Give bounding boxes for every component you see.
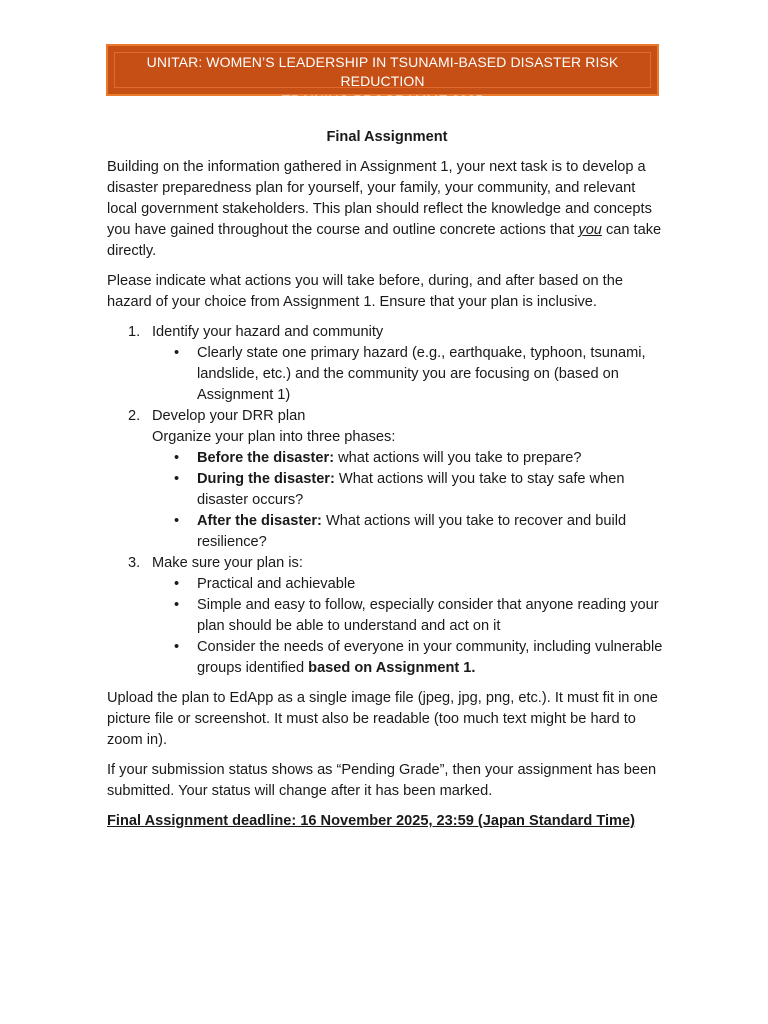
step-bullets — [152, 343, 667, 406]
step-bullets — [152, 448, 667, 553]
upload-paragraph: Upload the plan to EdApp as a single image file (jpeg, jpg, png, etc.). It must fit in one picture file or screenshot. It must also be readable (too much text might be hard to zoom in). — [107, 690, 658, 748]
instruction-paragraph: Please indicate what actions you will take before, during, and after based on the hazard of your choice from Assignment 1. Ensure that your plan is inclusive. — [107, 273, 623, 310]
banner-line-2: TRAINING PROGRAMME 2025 — [281, 92, 484, 108]
step-label: Make sure your plan is: — [152, 555, 303, 571]
bullet-icon: • — [174, 576, 180, 592]
bullet-text: Practical and achievable — [197, 576, 356, 592]
bullet-item — [107, 469, 667, 511]
bullet-bold-tail: based on Assignment 1. — [308, 660, 476, 676]
bullet-bold-label: Before the disaster: — [197, 450, 335, 466]
banner-line-1: UNITAR: WOMEN’S LEADERSHIP IN TSUNAMI-BASED DISASTER RISK REDUCTION — [146, 54, 619, 89]
step-number: 3. — [128, 555, 141, 571]
bullet-icon: • — [174, 639, 180, 655]
bullet-text: Consider the needs of everyone in your community, including vulnerable groups identified — [197, 639, 663, 676]
deadline-notice: Final Assignment deadline: 16 November 2025, 23:59 (Japan Standard Time) — [107, 813, 635, 829]
bullet-item — [107, 343, 667, 406]
steps-list — [107, 322, 667, 679]
page-title: Final Assignment — [326, 129, 448, 145]
bullet-icon: • — [174, 450, 180, 466]
step-item-3 — [107, 553, 667, 679]
intro-text: Building on the information gathered in Assignment 1, your next task is to develop a disaster preparedness plan for yourself, your family, your community, and relevant local government stakeholders. This plan should reflect the knowledge and concepts you have gained throughout the course and outline concrete actions that — [107, 159, 652, 238]
intro-emphasis: you — [578, 222, 602, 238]
bullet-icon: • — [174, 345, 180, 361]
banner-title — [108, 53, 657, 110]
step-item-2 — [107, 406, 667, 553]
bullet-item — [107, 637, 667, 679]
bullet-bold-label: During the disaster: — [197, 471, 335, 487]
intro-paragraph — [107, 157, 667, 262]
bullet-icon: • — [174, 471, 180, 487]
bullet-text: What actions will you take to stay safe when disaster occurs? — [197, 471, 625, 508]
bullet-text: Clearly state one primary hazard (e.g., earthquake, typhoon, tsunami, landslide, etc.) and the community you are focusing on (based on Assignment 1) — [197, 345, 646, 403]
bullet-icon: • — [174, 597, 180, 613]
bullet-item — [107, 574, 667, 595]
bullet-item — [107, 511, 667, 553]
step-sublabel: Organize your plan into three phases: — [152, 429, 396, 445]
step-bullets — [152, 574, 667, 679]
bullet-item — [107, 595, 667, 637]
step-item-1 — [107, 322, 667, 406]
step-number: 2. — [128, 408, 141, 424]
step-label: Identify your hazard and community — [152, 324, 384, 340]
intro-text-end: can take directly. — [107, 222, 662, 259]
bullet-bold-label: After the disaster: — [197, 513, 322, 529]
header-banner — [106, 44, 659, 108]
document-body — [107, 127, 667, 832]
bullet-text: what actions will you take to prepare? — [334, 450, 582, 466]
step-label: Develop your DRR plan — [152, 408, 306, 424]
bullet-item — [107, 448, 667, 469]
bullet-text: What actions will you take to recover and build resilience? — [197, 513, 627, 550]
step-number: 1. — [128, 324, 141, 340]
bullet-text: Simple and easy to follow, especially consider that anyone reading your plan should be able to understand and act on it — [197, 597, 659, 634]
status-paragraph: If your submission status shows as “Pending Grade”, then your assignment has been submitted. Your status will change after it has been marked. — [107, 762, 657, 799]
bullet-icon: • — [174, 513, 180, 529]
